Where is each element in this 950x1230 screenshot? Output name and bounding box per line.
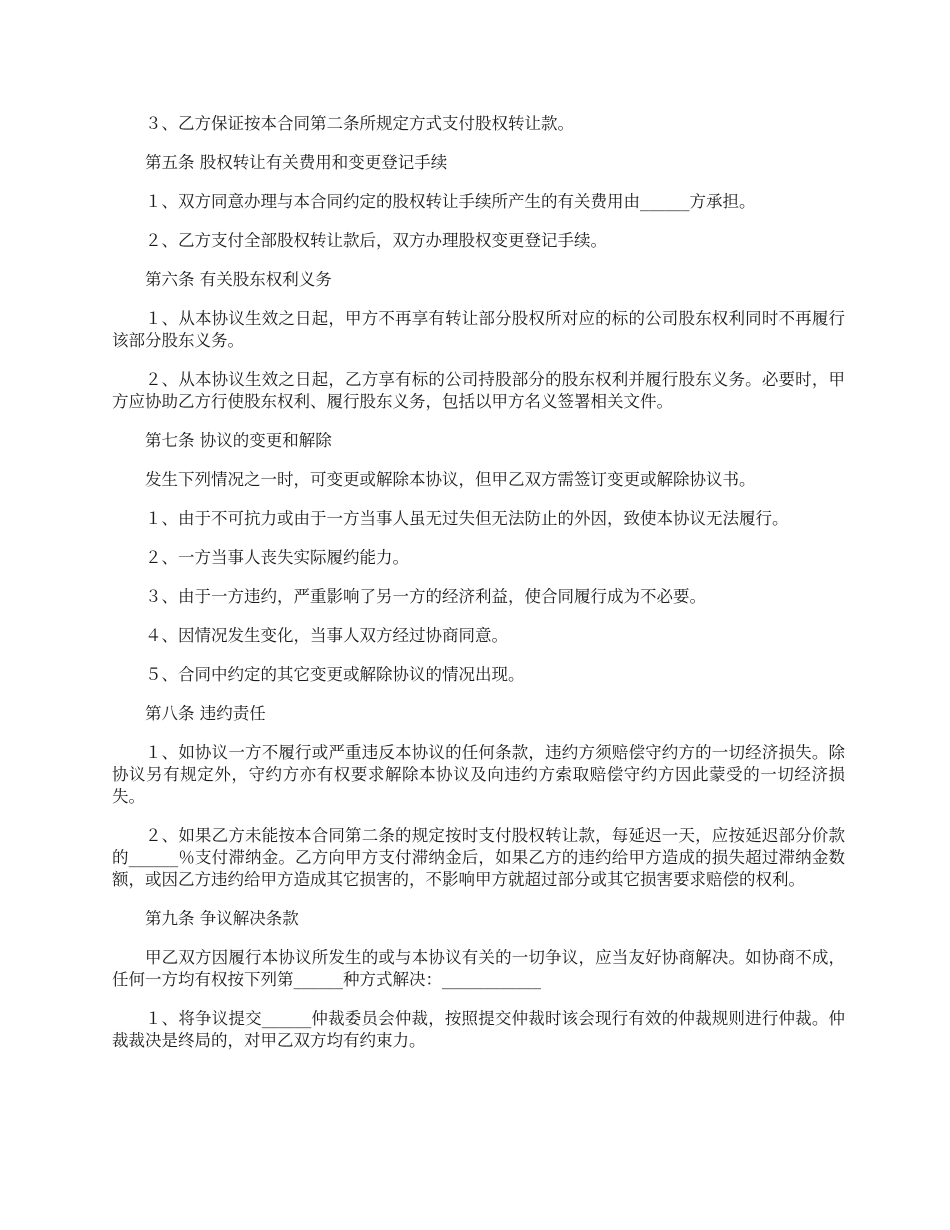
heading-article-6: 第六条 有关股东权利义务: [145, 270, 332, 289]
heading-article-7: 第七条 协议的变更和解除: [145, 431, 332, 450]
paragraph-5-1: １、双方同意办理与本合同约定的股权转让手续所产生的有关费用由______方承担。: [145, 192, 756, 211]
paragraph-7-4: ４、因情况发生变化，当事人双方经过协商同意。: [145, 626, 508, 645]
paragraph-6-2: ２、从本协议生效之日起，乙方享有标的公司持股部分的股东权利并履行股东义务。必要时，甲方应协助乙方行使股东权利、履行股东义务，包括以甲方名义签署相关文件。: [112, 370, 845, 411]
paragraph-9-intro: 甲乙双方因履行本协议所发生的或与本协议有关的一切争议，应当友好协商解决。如协商不成，任何一方均有权按下列第______种方式解决：____________: [112, 948, 845, 989]
paragraph-8-1: １、如协议一方不履行或严重违反本协议的任何条款，违约方须赔偿守约方的一切经济损失。除协议另有规定外，守约方亦有权要求解除本协议及向违约方索取赔偿守约方因此蒙受的一切经济损失。: [112, 743, 845, 806]
paragraph-7-2: ２、一方当事人丧失实际履约能力。: [145, 548, 409, 567]
paragraph-7-3: ３、由于一方违约，严重影响了另一方的经济利益，使合同履行成为不必要。: [145, 587, 706, 606]
heading-article-8: 第八条 违约责任: [145, 704, 266, 723]
paragraph-6-1: １、从本协议生效之日起，甲方不再享有转让部分股权所对应的标的公司股东权利同时不再履行该部分股东义务。: [112, 309, 845, 350]
paragraph-7-5: ５、合同中约定的其它变更或解除协议的情况出现。: [145, 665, 525, 684]
paragraph-9-1: １、将争议提交______仲裁委员会仲裁，按照提交仲裁时该会现行有效的仲裁规则进行仲裁。仲裁裁决是终局的，对甲乙双方均有约束力。: [112, 1009, 845, 1050]
paragraph-5-2: ２、乙方支付全部股权转让款后，双方办理股权变更登记手续。: [145, 231, 607, 250]
heading-article-5: 第五条 股权转让有关费用和变更登记手续: [145, 153, 448, 172]
paragraph-3-payment: ３、乙方保证按本合同第二条所规定方式支付股权转让款。: [145, 114, 574, 133]
paragraph-7-intro: 发生下列情况之一时，可变更或解除本协议，但甲乙双方需签订变更或解除协议书。: [145, 470, 756, 489]
paragraph-7-1: １、由于不可抗力或由于一方当事人虽无过失但无法防止的外因，致使本协议无法履行。: [145, 509, 789, 528]
document-page: [112, 113, 845, 1069]
paragraph-8-2: ２、如果乙方未能按本合同第二条的规定按时支付股权转让款，每延迟一天，应按延迟部分价款的______％支付滞纳金。乙方向甲方支付滞纳金后，如果乙方的违约给甲方造成的损失超过滞纳金数额，或因乙方违约给甲方造成其它损害的，不影响甲方就超过部分或其它损害要求赔偿的权利。: [112, 826, 845, 889]
heading-article-9: 第九条 争议解决条款: [145, 909, 299, 928]
